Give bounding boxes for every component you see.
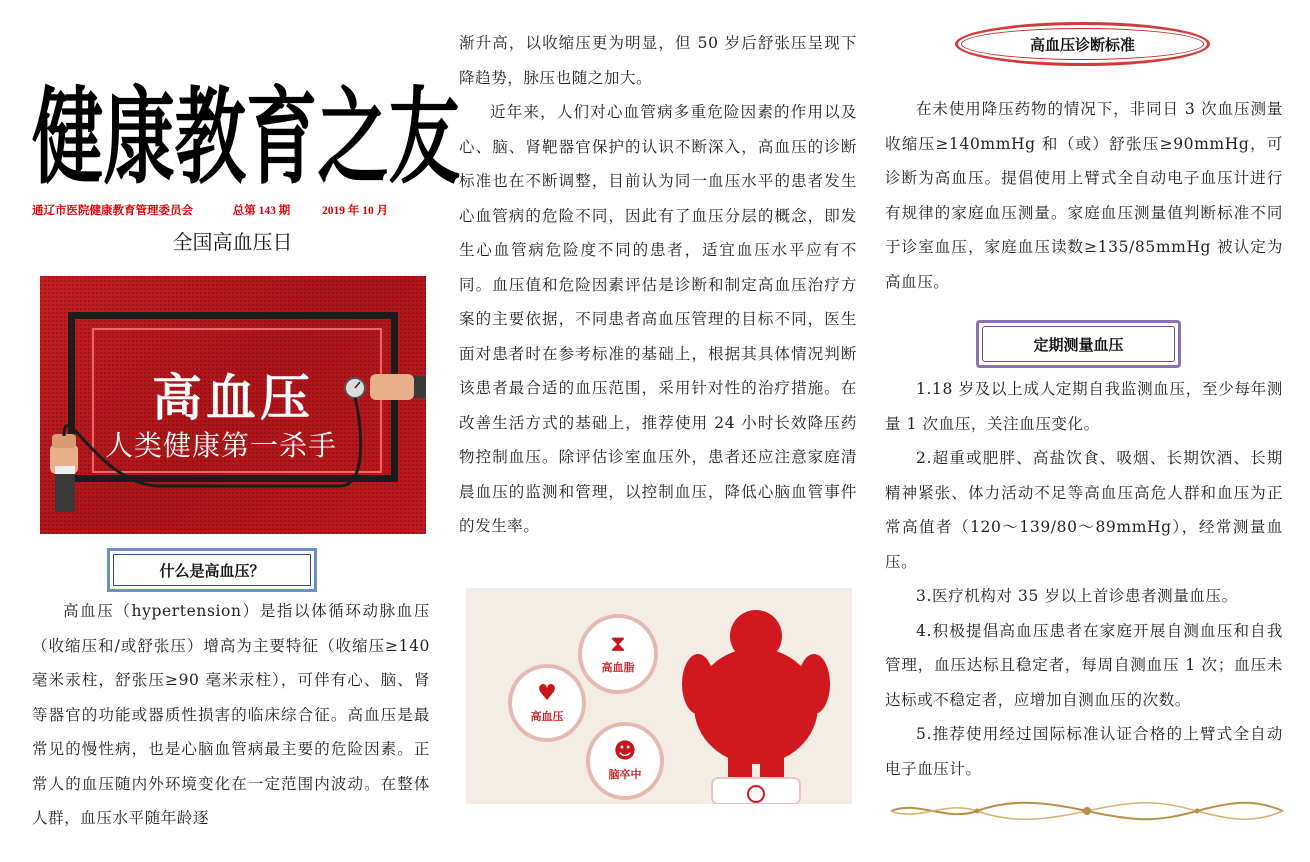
issue-number: 总第 143 期 bbox=[232, 205, 291, 217]
hero-sub-text: 人类健康第一杀手 bbox=[105, 429, 338, 462]
bubble-hyperlipidemia bbox=[578, 614, 658, 694]
ornamental-divider bbox=[887, 800, 1287, 822]
section-heading-diagnosis bbox=[955, 22, 1210, 66]
list-item: 5.推荐使用经过国际标准认证合格的上臂式全自动电子血压计。 bbox=[885, 725, 1283, 778]
heart-pulse-icon: ♥ bbox=[537, 681, 557, 706]
section-heading-measure-label: 定期测量血压 bbox=[982, 326, 1175, 362]
illustration-obesity-risks bbox=[466, 588, 852, 804]
bubble-stroke bbox=[586, 722, 664, 800]
hero-image bbox=[40, 276, 426, 534]
bubble-hypertension-label: 高血压 bbox=[530, 710, 564, 723]
hero-main-text: 高血压 bbox=[152, 369, 314, 427]
issue-date: 2019 年 10 月 bbox=[322, 205, 389, 217]
paragraph-risk-factors: 近年来，人们对心血管病多重危险因素的作用以及心、脑、肾靶器官保护的认识不断深入，高血压的诊断标准也在不断调整，目前认为同一血压水平的患者发生心血管病的危险不同，因此有了血压分层的概念，即发生心血管病危险度不同的患者，适宜血压水平应有不同。血压值和危险因素评估是诊断和制定高血压治疗方案的主要依据，不同患者高血压管理的目标不同，医生面对患者时在参考标准的基础上，根据其具体情况判断该患者最合适的血压范围，采用针对性的治疗措施。在改善生活方式的基础上，推荐使用 24 小时长效降压药物控制血压。除评估诊室血压外，患者还应注意家庭清晨血压的监测和管理，以控制血压，降低心脑血管事件的发生率。 bbox=[459, 103, 857, 535]
page-subtitle: 全国高血压日 bbox=[172, 230, 293, 254]
section-heading-what-is bbox=[107, 548, 317, 592]
head-icon: ☻ bbox=[613, 739, 637, 764]
publisher-label: 通辽市医院健康教育管理委员会 bbox=[32, 205, 193, 217]
section-measure-body bbox=[885, 372, 1283, 786]
section-diagnosis-body bbox=[885, 92, 1283, 299]
paragraph-definition: 高血压（hypertension）是指以体循环动脉血压（收缩压和/或舒张压）增高为主要特征（收缩压≥140 毫米汞柱，舒张压≥90 毫米汞柱），可伴有心、脑、肾等器官的功能或器质性损害的临床综合征。高血压是最常见的慢性病，也是心脑血管病最主要的危险因素。正常人的血压随内外环境变化在一定范围内波动。在整体人群，血压水平随年龄逐 bbox=[32, 602, 430, 827]
bubble-stroke-label: 脑卒中 bbox=[608, 768, 642, 781]
column2-body bbox=[459, 26, 857, 544]
masthead-title bbox=[30, 40, 460, 220]
masthead-info-line bbox=[32, 202, 432, 218]
section-what-is-body bbox=[32, 594, 430, 836]
section-heading-diagnosis-label: 高血压诊断标准 bbox=[961, 28, 1204, 60]
list-item: 4.积极提倡高血压患者在家庭开展自测血压和自我管理，血压达标且稳定者，每周自测血压 1 次；血压未达标或不稳定者，应增加自测血压的次数。 bbox=[885, 621, 1283, 709]
list-item: 3.医疗机构对 35 岁以上首诊患者测量血压。 bbox=[916, 587, 1238, 605]
paragraph-diagnosis: 在未使用降压药物的情况下，非同日 3 次血压测量收缩压≥140mmHg 和（或）舒张压≥90mmHg，可诊断为高血压。提倡使用上臂式全自动电子血压计进行有规律的家庭血压测量。家庭血压测量值判断标准不同于诊室血压，家庭血压读数≥135/85mmHg 被认定为高血压。 bbox=[885, 100, 1283, 291]
list-item: 2.超重或肥胖、高盐饮食、吸烟、长期饮酒、长期精神紧张、体力活动不足等高血压高危人群和血压为正常高值者（120～139/80～89mmHg），经常测量血压。 bbox=[885, 449, 1283, 571]
fist-left-icon bbox=[50, 434, 78, 512]
list-item: 1.18 岁及以上成人定期自我监测血压，至少每年测量 1 次血压，关注血压变化。 bbox=[885, 380, 1283, 433]
section-heading-what-is-label: 什么是高血压？ bbox=[113, 554, 311, 586]
obese-person-on-scale-icon bbox=[666, 588, 852, 804]
masthead-title-text: 健康教育之友 bbox=[32, 76, 460, 200]
bubble-hypertension bbox=[508, 664, 586, 742]
paragraph-continuation: 渐升高，以收缩压更为明显，但 50 岁后舒张压呈现下降趋势，脉压也随之加大。 bbox=[459, 34, 857, 87]
hourglass-icon: ⧗ bbox=[610, 632, 626, 657]
bubble-hyperlipidemia-label: 高血脂 bbox=[601, 661, 635, 674]
section-heading-measure bbox=[976, 320, 1181, 368]
